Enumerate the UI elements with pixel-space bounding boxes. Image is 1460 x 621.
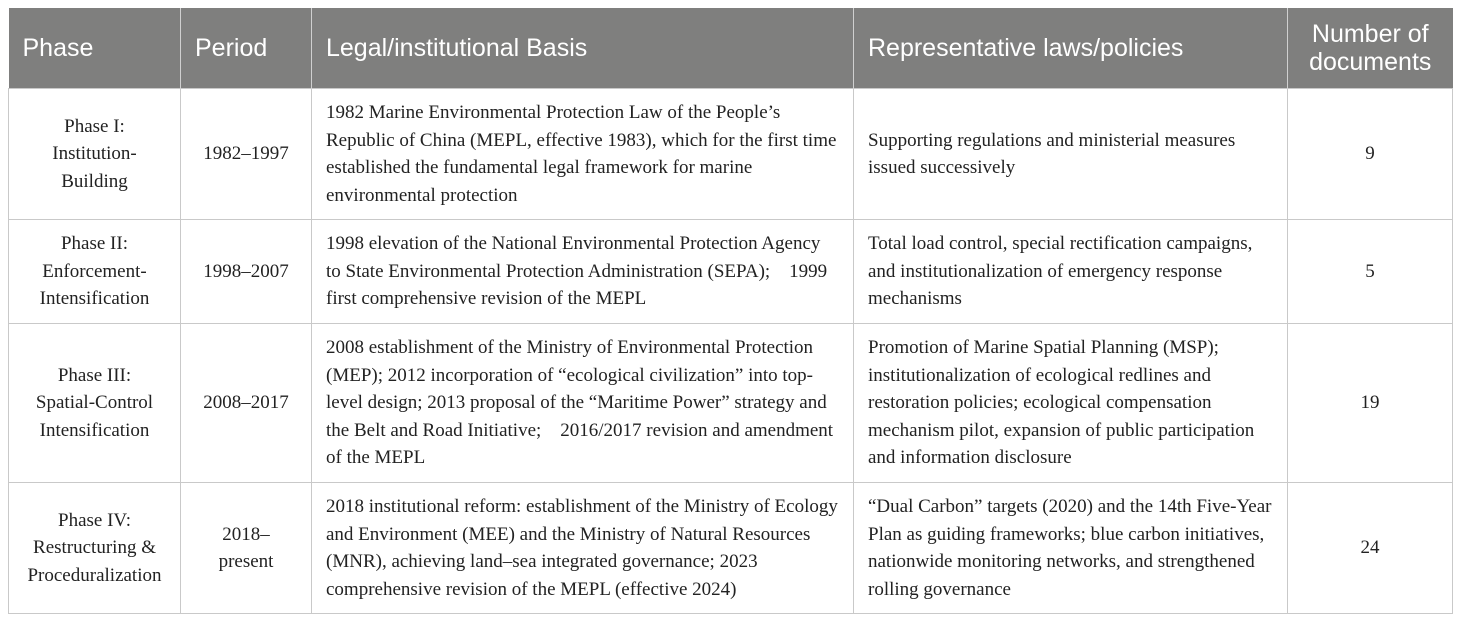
phase-line: Enforcement- [42,260,147,282]
representative-laws-cell: “Dual Carbon” targets (2020) and the 14th Five-Year Plan as guiding frameworks; blue carbon initiatives, nationwide monitoring networks, and strengthened rolling governance [854,483,1288,614]
legal-basis-cell: 2018 institutional reform: establishment of the Ministry of Ecology and Environment (MEE) and the Ministry of Natural Resources (MNR), achieving land–sea integrated governance; 2023 comprehensive revision of the MEPL (effective 2024) [312,483,854,614]
phase-cell [9,324,181,483]
phase-cell [9,220,181,324]
header-phase: Phase [9,8,181,89]
phase-cell [9,89,181,220]
phase-cell [9,483,181,614]
legal-basis-cell: 2008 establishment of the Ministry of Environmental Protection (MEP); 2012 incorporation of “ecological civilization” into top-level design; 2013 proposal of the “Maritime Power” strategy and the Belt and Road Initiative; 2016/2017 revision and amendment of the MEPL [312,324,854,483]
header-representative-laws: Representative laws/policies [854,8,1288,89]
header-number-of-documents: Number of documents [1288,8,1453,89]
header-legal-basis: Legal/institutional Basis [312,8,854,89]
policy-phases-table [8,8,1453,614]
header-period: Period [181,8,312,89]
phase-line: Institution- [52,143,137,165]
period-line: 2018– [222,523,270,545]
phase-line: Proceduralization [27,564,162,586]
representative-laws-cell: Total load control, special rectification campaigns, and institutionalization of emergency response mechanisms [854,220,1288,324]
representative-laws-cell: Promotion of Marine Spatial Planning (MSP); institutionalization of ecological redlines and restoration policies; ecological compensation mechanism pilot, expansion of public participation and information disclosure [854,324,1288,483]
document-count-cell: 9 [1288,89,1453,220]
period-cell: 1998–2007 [181,220,312,324]
header-row [9,8,1453,89]
table-body [9,89,1453,614]
table-row [9,220,1453,324]
legal-basis-cell: 1998 elevation of the National Environmental Protection Agency to State Environmental Protection Administration (SEPA); 1999 first comprehensive revision of the MEPL [312,220,854,324]
document-count-cell: 24 [1288,483,1453,614]
document-count-cell: 5 [1288,220,1453,324]
phase-line: Phase I: [64,115,125,137]
phase-line: Building [61,170,128,192]
phase-line: Spatial-Control [35,392,154,414]
phase-line: Intensification [39,288,150,310]
period-cell: 2008–2017 [181,324,312,483]
table-row [9,324,1453,483]
period-cell: 1982–1997 [181,89,312,220]
phase-line: Phase II: [60,233,128,255]
phase-line: Phase IV: [58,509,131,531]
legal-basis-cell: 1982 Marine Environmental Protection Law of the People’s Republic of China (MEPL, effective 1983), which for the first time established the fundamental legal framework for marine environmental protection [312,89,854,220]
policy-phases-table-container [8,8,1452,614]
table-row [9,89,1453,220]
table-row [9,483,1453,614]
period-cell [181,483,312,614]
phase-line: Phase III: [57,364,132,386]
representative-laws-cell: Supporting regulations and ministerial measures issued successively [854,89,1288,220]
period-line: present [218,551,274,572]
phase-line: Restructuring & [33,537,156,559]
document-count-cell: 19 [1288,324,1453,483]
phase-line: Intensification [39,419,150,441]
table-header [9,8,1453,89]
